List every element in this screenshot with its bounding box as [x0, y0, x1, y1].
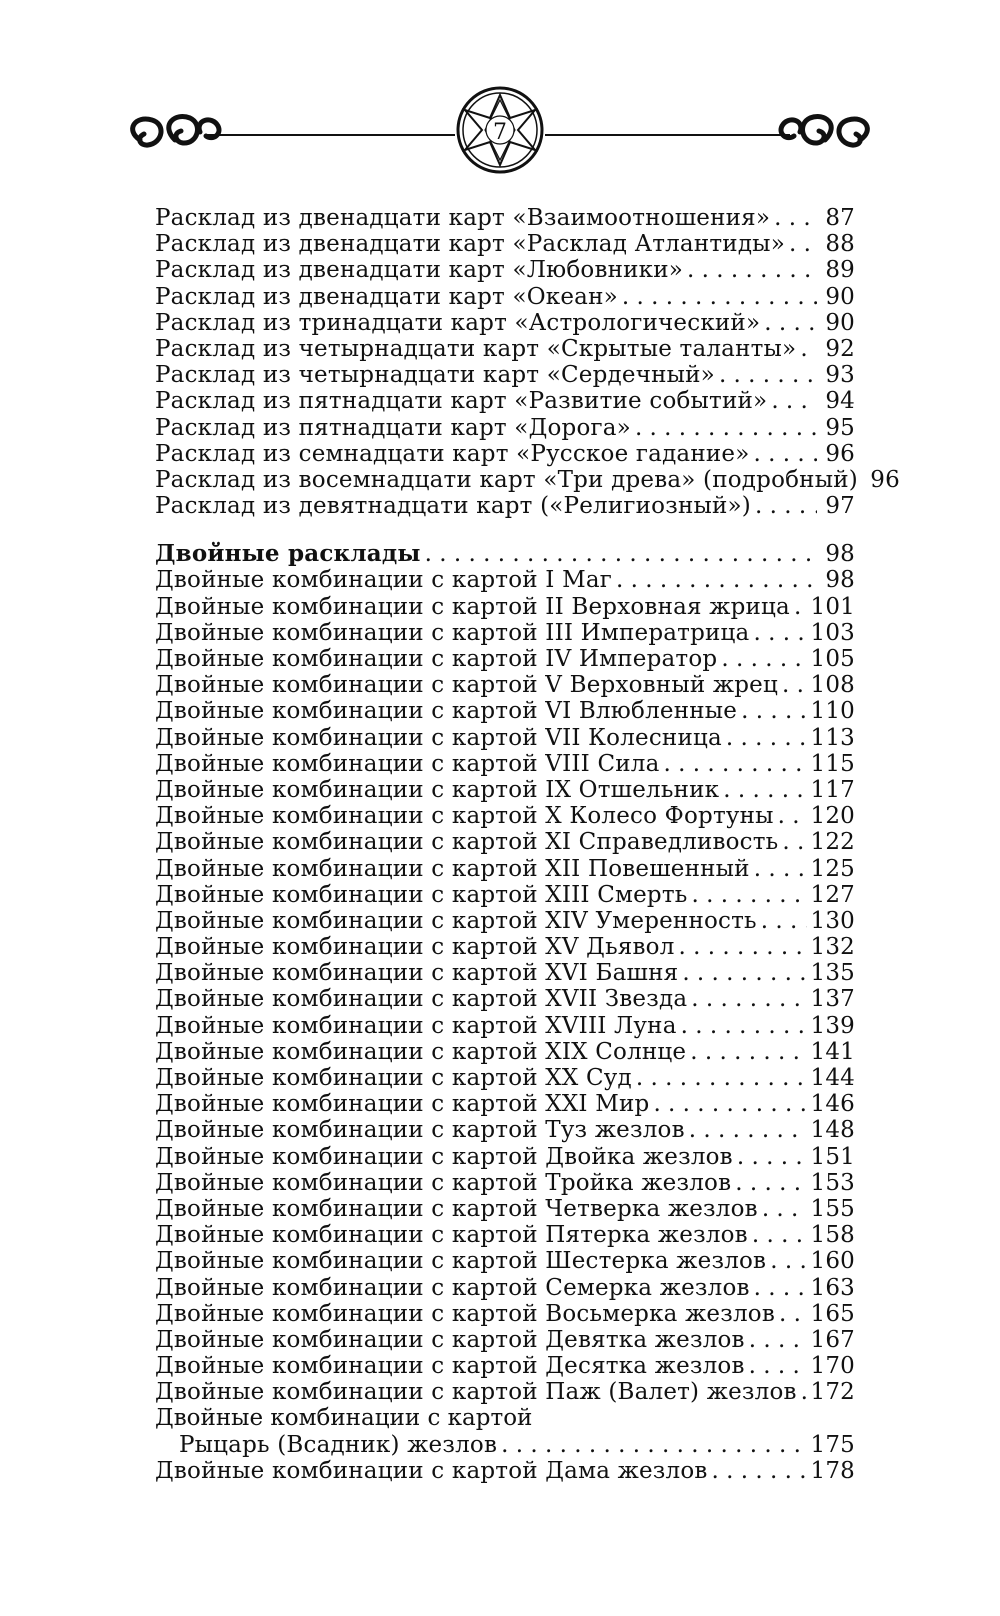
toc-entry-title: Двойные комбинации с картой IV Император [155, 646, 718, 672]
section-title: Двойные расклады [155, 540, 421, 568]
toc-entry-page: 120 [810, 803, 855, 830]
toc-entry-title: Двойные комбинации с картой XXI Мир [155, 1091, 650, 1118]
section-page: 98 [825, 541, 855, 568]
toc-entry-title: Расклад из двенадцати карт «Расклад Атлантиды» [155, 231, 785, 258]
toc-entry-title: Двойные комбинации с картой IX Отшельник [155, 776, 720, 803]
toc-entry[interactable] [155, 725, 855, 751]
dot-leader [778, 803, 807, 829]
toc-entry[interactable] [155, 257, 855, 283]
toc-entry-page: 101 [810, 593, 855, 620]
last-entry-page: 178 [810, 1457, 855, 1484]
toc-entry[interactable] [155, 388, 855, 414]
toc-entry[interactable] [155, 1222, 855, 1248]
toc-entry[interactable] [155, 1301, 855, 1327]
toc-section-heading[interactable] [155, 541, 855, 567]
toc-entry-title: Расклад из четырнадцати карт «Скрытые таланты» [155, 335, 797, 362]
toc-entry-title: Двойные комбинации с картой Двойка жезлов [155, 1143, 733, 1170]
dot-leader [782, 829, 806, 855]
dot-leader [712, 1458, 807, 1484]
dot-leader [616, 567, 817, 593]
toc-entry[interactable] [155, 960, 855, 986]
dot-leader [689, 1117, 807, 1143]
toc-entry-page: 160 [810, 1248, 855, 1275]
toc-entry-split-second[interactable] [155, 1432, 855, 1458]
toc-entry[interactable] [155, 1379, 855, 1405]
dot-leader [636, 1065, 807, 1091]
toc-entry-title: Двойные комбинации с картой VIII Сила [155, 750, 660, 777]
toc-entry-page: 125 [810, 855, 855, 882]
toc-entry-page: 103 [810, 619, 855, 646]
dot-leader [741, 698, 806, 724]
toc-entry[interactable] [155, 1170, 855, 1196]
dot-leader [762, 1196, 807, 1222]
section-gap [155, 519, 855, 541]
dot-leader [754, 441, 818, 467]
toc-entry-title: Двойные комбинации с картой VII Колесница [155, 724, 722, 751]
toc-entry[interactable] [155, 1039, 855, 1065]
toc-entry-title: Двойные комбинации с картой Десятка жезлов [155, 1353, 745, 1380]
toc-entry[interactable] [155, 646, 855, 672]
dot-leader [782, 672, 807, 698]
toc-entry-page: 90 [825, 309, 855, 336]
dot-leader [679, 934, 807, 960]
toc-entry-title: Двойные комбинации с картой XV Дьявол [155, 934, 675, 961]
toc-entry-title: Двойные комбинации с картой XII Повешенный [155, 855, 750, 882]
toc-entry-page: 139 [810, 1012, 855, 1039]
dot-leader [501, 1432, 806, 1458]
swirl-right-icon [781, 117, 867, 146]
toc-entry[interactable] [155, 908, 855, 934]
toc-entry-page: 158 [810, 1222, 855, 1249]
toc-entry-title: Двойные комбинации с картой XVIII Луна [155, 1012, 677, 1039]
dot-leader [691, 986, 806, 1012]
dot-leader [779, 1301, 807, 1327]
dot-leader [692, 882, 807, 908]
dot-leader [789, 231, 817, 257]
toc-entry[interactable] [155, 1065, 855, 1091]
swirl-left-icon [133, 117, 219, 146]
toc-entry-page: 132 [810, 934, 855, 961]
toc-entry-title: Расклад из девятнадцати карт («Религиозный») [155, 493, 751, 520]
toc-entry-page: 141 [810, 1038, 855, 1065]
dot-leader [801, 1379, 807, 1405]
toc-entry[interactable] [155, 1117, 855, 1143]
toc-entry-title: Двойные комбинации с картой Четверка жезлов [155, 1195, 758, 1222]
split-entry-first-line: Двойные комбинации с картой [155, 1405, 533, 1432]
toc-entry-page: 89 [825, 257, 855, 284]
toc-entry[interactable] [155, 594, 855, 620]
dot-leader [753, 620, 806, 646]
dot-leader [719, 362, 817, 388]
dot-leader [681, 1013, 807, 1039]
page-number: 7 [493, 120, 507, 145]
toc-entry-page: 105 [810, 646, 855, 672]
toc-group-spreads [155, 205, 900, 520]
toc-entry-title: Расклад из тринадцати карт «Астрологический» [155, 309, 761, 336]
toc-entry-title: Двойные комбинации с картой XIV Умеренность [155, 907, 757, 934]
toc-entry[interactable] [155, 777, 855, 803]
toc-entry-page: 155 [810, 1195, 855, 1222]
toc-entry-title: Двойные комбинации с картой Пятерка жезлов [155, 1222, 748, 1249]
split-entry-second-line: Рыцарь (Всадник) жезлов [179, 1431, 498, 1458]
toc-entry-page: 172 [810, 1379, 855, 1406]
toc-entry-title: Расклад из семнадцати карт «Русское гадание» [155, 440, 750, 467]
toc-entry-last[interactable] [155, 1458, 855, 1484]
dot-leader [770, 1248, 806, 1274]
toc-entry-title: Двойные комбинации с картой X Колесо Фортуны [155, 803, 774, 830]
toc-entry-page: 135 [810, 960, 855, 987]
dot-leader [425, 541, 817, 567]
toc-entry[interactable] [155, 698, 855, 724]
toc-entry-page: 96 [825, 440, 855, 467]
toc-entry-title: Двойные комбинации с картой XX Суд [155, 1065, 632, 1091]
toc-entry-split-first[interactable] [155, 1405, 855, 1431]
toc-entry[interactable] [155, 1353, 855, 1379]
dot-leader [664, 751, 807, 777]
toc-entry-page: 153 [810, 1169, 855, 1196]
toc-entry[interactable] [155, 284, 855, 310]
toc-entry[interactable] [155, 415, 855, 441]
toc-entry[interactable] [155, 1013, 855, 1039]
toc-entry-page: 98 [825, 567, 855, 594]
dot-leader [690, 1039, 806, 1065]
last-entry-title: Двойные комбинации с картой Дама жезлов [155, 1457, 708, 1484]
toc-entry-title: Двойные комбинации с картой Семерка жезлов [155, 1274, 750, 1301]
toc-entry[interactable] [155, 856, 855, 882]
toc-entry-page: 115 [810, 750, 855, 777]
toc-entry-title: Двойные комбинации с картой II Верховная жрица [155, 593, 790, 620]
toc-entry[interactable] [155, 1327, 855, 1353]
toc-entry-title: Двойные комбинации с картой XVI Башня [155, 960, 679, 987]
dot-leader [735, 1170, 806, 1196]
toc-entry-page: 122 [810, 829, 855, 856]
dot-leader [754, 856, 807, 882]
toc-entry[interactable] [155, 310, 855, 336]
toc-entry[interactable] [155, 1196, 855, 1222]
toc-entry[interactable] [155, 751, 855, 777]
toc-entry-page: 94 [825, 388, 855, 415]
toc-entry-page: 148 [810, 1117, 855, 1144]
toc-entry-title: Двойные комбинации с картой XIX Солнце [155, 1038, 687, 1065]
dot-leader [761, 908, 807, 934]
toc-entry-page: 127 [810, 881, 855, 908]
toc-entry-page: 165 [810, 1300, 855, 1327]
toc-entry-title: Двойные комбинации с картой XIII Смерть [155, 881, 688, 908]
toc-entry-title: Двойные комбинации с картой XI Справедливость [155, 829, 779, 856]
toc-entry-page: 97 [825, 493, 855, 520]
dot-leader [749, 1327, 807, 1353]
toc-entry-title: Расклад из двенадцати карт «Любовники» [155, 257, 684, 284]
toc-entry[interactable] [155, 672, 855, 698]
toc-entry-page: 95 [825, 414, 855, 441]
toc-entry[interactable] [155, 882, 855, 908]
toc-entry[interactable] [155, 1144, 855, 1170]
toc-entry-title: Двойные комбинации с картой V Верховный жрец [155, 672, 778, 699]
toc-entry-page: 92 [825, 335, 855, 362]
toc-entry-page: 93 [825, 362, 855, 389]
toc-entry[interactable] [155, 205, 855, 231]
dot-leader [737, 1144, 807, 1170]
dot-leader [771, 388, 817, 414]
dot-leader [653, 1091, 806, 1117]
dot-leader [635, 415, 817, 441]
dot-leader [754, 1275, 807, 1301]
toc-entry-page: 110 [810, 698, 855, 725]
toc-group-double-combinations [155, 567, 855, 1405]
toc-entry-title: Двойные комбинации с картой Паж (Валет) жезлов [155, 1379, 797, 1406]
toc-entry-title: Двойные комбинации с картой VI Влюбленные [155, 698, 738, 725]
toc-entry[interactable] [155, 829, 855, 855]
dot-leader [752, 1222, 807, 1248]
toc-entry-page: 87 [825, 205, 855, 231]
page-header-ornament [0, 0, 1000, 190]
dot-leader [723, 777, 806, 803]
toc-entry[interactable] [155, 1275, 855, 1301]
toc-entry-title: Двойные комбинации с картой Шестерка жезлов [155, 1248, 767, 1275]
dot-leader [682, 960, 806, 986]
toc-entry-title: Расклад из восемнадцати карт «Три древа» (подробный) [155, 466, 858, 493]
toc-entry-title: Двойные комбинации с картой XVII Звезда [155, 986, 688, 1013]
dot-leader [726, 725, 807, 751]
toc-entry-page: 117 [810, 776, 855, 803]
split-entry-page: 175 [810, 1431, 855, 1458]
toc-entry-page: 146 [810, 1091, 855, 1118]
toc-entry[interactable] [155, 1248, 855, 1274]
toc-entry-page: 137 [810, 986, 855, 1013]
table-of-contents [155, 205, 900, 1484]
toc-entry-page: 108 [810, 672, 855, 699]
toc-entry-title: Расклад из двенадцати карт «Океан» [155, 283, 618, 310]
toc-entry-title: Двойные комбинации с картой Тройка жезлов [155, 1169, 732, 1196]
toc-entry-page: 151 [810, 1143, 855, 1170]
toc-entry-page: 88 [825, 231, 855, 258]
toc-entry[interactable] [155, 336, 855, 362]
dot-leader [800, 336, 817, 362]
toc-entry[interactable] [155, 1091, 855, 1117]
toc-entry-title: Двойные комбинации с картой Восьмерка жезлов [155, 1300, 775, 1327]
toc-entry-page: 144 [810, 1065, 855, 1091]
toc-entry-page: 163 [810, 1274, 855, 1301]
toc-entry-title: Двойные комбинации с картой III Императрица [155, 619, 750, 646]
ornament-svg [0, 0, 1000, 190]
toc-entry[interactable] [155, 441, 855, 467]
dot-leader [687, 257, 817, 283]
dot-leader [721, 646, 806, 672]
toc-entry[interactable] [155, 362, 855, 388]
toc-entry-page: 130 [810, 907, 855, 934]
toc-entry[interactable] [155, 567, 855, 593]
toc-entry-page: 113 [810, 724, 855, 751]
toc-entry[interactable] [155, 934, 855, 960]
toc-entry-title: Расклад из пятнадцати карт «Развитие событий» [155, 388, 768, 415]
dot-leader [755, 493, 817, 519]
dot-leader [794, 594, 807, 620]
toc-entry[interactable] [155, 466, 900, 493]
dot-leader [622, 284, 817, 310]
toc-entry-page: 170 [810, 1353, 855, 1380]
dot-leader [764, 310, 817, 336]
toc-entry-page: 90 [825, 283, 855, 310]
toc-entry-title: Расклад из двенадцати карт «Взаимоотношения» [155, 205, 771, 231]
toc-entry[interactable] [155, 803, 855, 829]
toc-entry-title: Расклад из пятнадцати карт «Дорога» [155, 414, 631, 441]
toc-entry-title: Двойные комбинации с картой I Маг [155, 567, 612, 594]
toc-entry-page: 96 [870, 466, 900, 493]
toc-entry-title: Расклад из четырнадцати карт «Сердечный» [155, 362, 715, 389]
toc-entry[interactable] [155, 231, 855, 257]
dot-leader [774, 205, 817, 231]
toc-entry[interactable] [155, 620, 855, 646]
toc-entry-title: Двойные комбинации с картой Туз жезлов [155, 1117, 685, 1144]
toc-entry[interactable] [155, 986, 855, 1012]
toc-entry-title: Двойные комбинации с картой Девятка жезлов [155, 1326, 745, 1353]
toc-entry[interactable] [155, 493, 855, 519]
toc-entry-page: 167 [810, 1326, 855, 1353]
dot-leader [749, 1353, 807, 1379]
